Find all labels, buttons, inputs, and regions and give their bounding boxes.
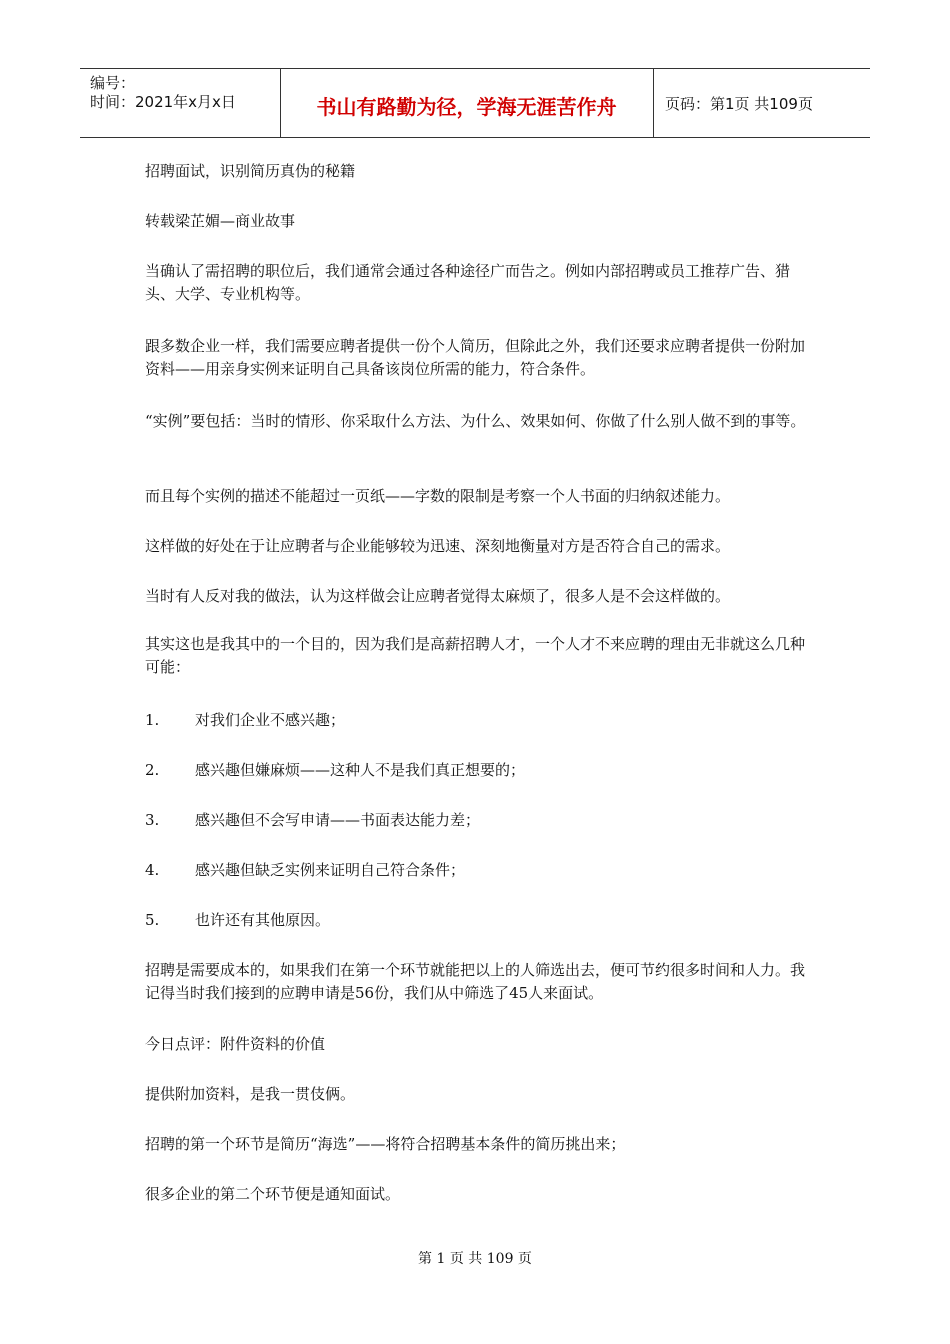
list-number: 5. — [145, 911, 160, 929]
list-number: 4. — [145, 861, 160, 879]
paragraph: 而且每个实例的描述不能超过一页纸——字数的限制是考察一个人书面的归纳叙述能力。 — [145, 487, 731, 505]
header-motto-cell — [280, 69, 654, 137]
list-text: 感兴趣但缺乏实例来证明自己符合条件； — [195, 861, 466, 879]
header-info-cell — [80, 69, 281, 137]
paragraph: 招聘的第一个环节是简历“海选”——将符合招聘基本条件的简历挑出来； — [145, 1135, 626, 1153]
motto: 书山有路勤为径，学海无涯苦作舟 — [316, 95, 617, 119]
page-footer: 第 1 页 共 109 页 — [418, 1251, 532, 1267]
list-text: 感兴趣但嫌麻烦——这种人不是我们真正想要的； — [195, 761, 526, 779]
section-heading: 今日点评：附件资料的价值 — [145, 1035, 326, 1053]
document-header — [80, 68, 870, 138]
header-page-cell — [653, 69, 870, 137]
article-source: 转载梁芷媚—商业故事 — [145, 212, 296, 230]
paragraph: “实例”要包括：当时的情形、你采取什么方法、为什么、效果如何、你做了什么别人做不到的事等。 — [145, 412, 806, 430]
document-date: 时间：2021年x月x日 — [90, 93, 236, 111]
paragraph: 招聘是需要成本的，如果我们在第一个环节就能把以上的人筛选出去，便可节约很多时间和人力。我记得当时我们接到的应聘申请是56份，我们从中筛选了45人来面试。 — [145, 961, 806, 1002]
paragraph: 这样做的好处在于让应聘者与企业能够较为迅速、深刻地衡量对方是否符合自己的需求。 — [145, 537, 731, 555]
paragraph: 很多企业的第二个环节便是通知面试。 — [145, 1185, 401, 1203]
list-text: 也许还有其他原因。 — [195, 911, 331, 929]
paragraph: 当时有人反对我的做法，认为这样做会让应聘者觉得太麻烦了，很多人是不会这样做的。 — [145, 587, 731, 605]
document-code-label: 编号： — [90, 74, 136, 92]
list-number: 1. — [145, 711, 160, 729]
list-text: 感兴趣但不会写申请——书面表达能力差； — [195, 811, 481, 829]
paragraph: 当确认了需招聘的职位后，我们通常会通过各种途径广而告之。例如内部招聘或员工推荐广告、猎头、大学、专业机构等。 — [145, 262, 791, 303]
list-text: 对我们企业不感兴趣； — [195, 711, 346, 729]
paragraph: 提供附加资料，是我一贯伎俩。 — [145, 1085, 356, 1103]
paragraph: 跟多数企业一样，我们需要应聘者提供一份个人简历，但除此之外，我们还要求应聘者提供一份附加资料——用亲身实例来证明自己具备该岗位所需的能力，符合条件。 — [145, 337, 806, 378]
list-number: 2. — [145, 761, 160, 779]
paragraph: 其实这也是我其中的一个目的，因为我们是高薪招聘人才，一个人才不来应聘的理由无非就这么几种可能： — [145, 635, 806, 676]
article-title: 招聘面试，识别简历真伪的秘籍 — [145, 162, 356, 180]
header-page-info: 页码：第1页 共109页 — [665, 95, 813, 113]
list-number: 3. — [145, 811, 160, 829]
